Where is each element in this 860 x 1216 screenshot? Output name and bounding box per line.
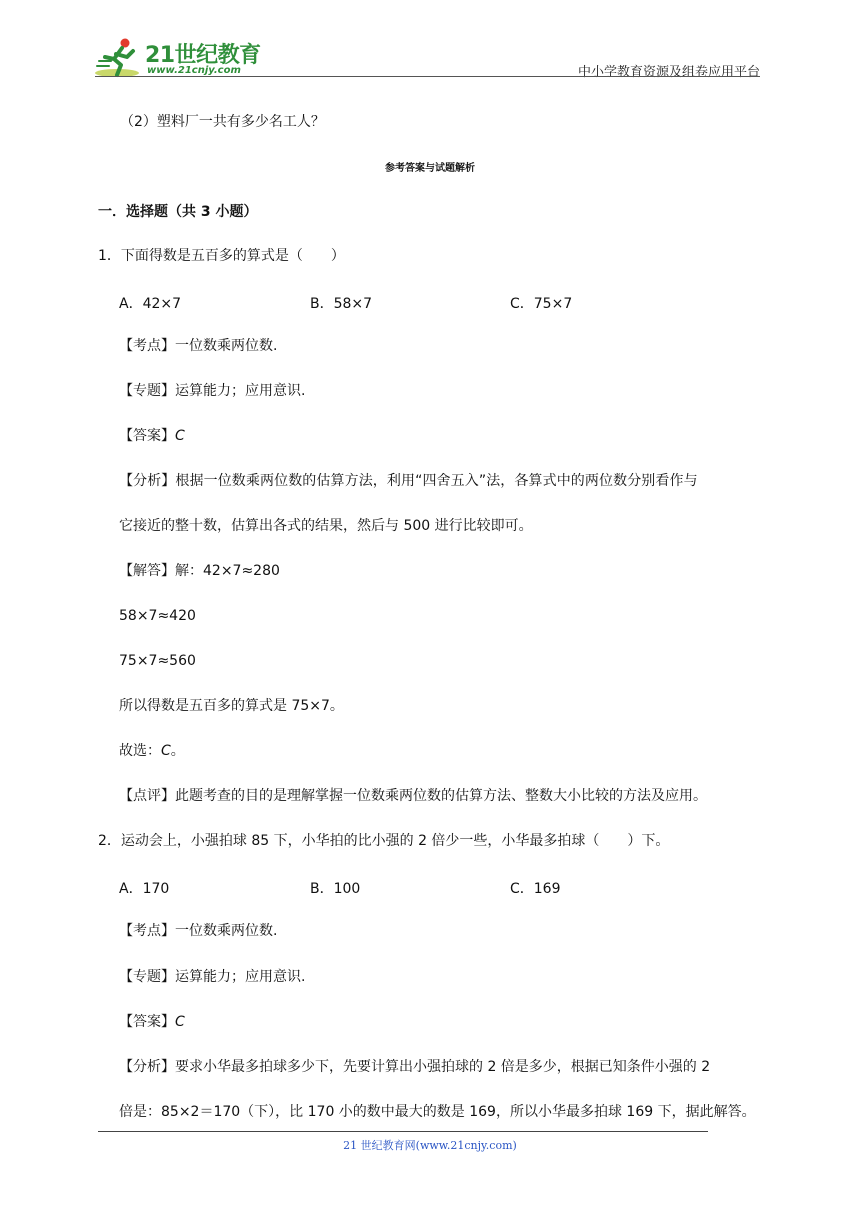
q2-stem: 2．运动会上，小强拍球 85 下，小华拍的比小强的 2 倍少一些，小华最多拍球（ ）下。 (98, 833, 670, 849)
q1-option-c: C．75×7 (510, 296, 573, 312)
answers-title: 参考答案与试题解析 (385, 163, 475, 174)
choice-suffix: 。 (170, 743, 185, 759)
page-header (95, 30, 760, 80)
q1-solution-line4: 所以得数是五百多的算式是 75×7。 (119, 698, 344, 714)
answer-value: C (175, 428, 185, 444)
previous-question-part: （2）塑料厂一共有多少名工人？ (120, 114, 325, 130)
footer-link[interactable]: 21 世纪教育网(www.21cnjy.com) (343, 1139, 517, 1152)
q1-analysis-line2: 它接近的整十数，估算出各式的结果，然后与 500 进行比较即可。 (119, 518, 533, 534)
answer-value: C (175, 1014, 185, 1030)
q1-option-a: A．42×7 (119, 296, 182, 312)
q1-choice (119, 742, 185, 760)
q1-solution-line2: 58×7≈420 (119, 608, 196, 624)
site-logo[interactable] (95, 35, 265, 80)
q2-option-b: B．100 (310, 881, 361, 897)
choice-value: C (161, 743, 171, 759)
q1-solution-line1: 【解答】解：42×7≈280 (119, 563, 280, 579)
q2-analysis-line1: 【分析】要求小华最多拍球多少下，先要计算出小强拍球的 2 倍是多少，根据已知条件小强的 2 (119, 1059, 711, 1075)
footer-divider (98, 1131, 708, 1132)
choice-prefix: 故选： (119, 743, 161, 759)
q1-comment: 【点评】此题考查的目的是理解掌握一位数乘两位数的估算方法、整数大小比较的方法及应用。 (119, 788, 707, 804)
runner-icon (95, 37, 145, 79)
platform-name: 中小学教育资源及组卷应用平台 (577, 65, 760, 80)
q1-zhuanti: 【专题】运算能力；应用意识. (119, 383, 306, 399)
logo-url: www.21cnjy.com (147, 65, 241, 76)
q2-analysis-line2: 倍是：85×2＝170（下），比 170 小的数中最大的数是 169，所以小华最多拍球 169 下，据此解答。 (119, 1104, 756, 1120)
q2-option-a: A．170 (119, 881, 170, 897)
q2-kaodian: 【考点】一位数乘两位数. (119, 923, 278, 939)
q1-solution-line3: 75×7≈560 (119, 653, 196, 669)
q2-option-c: C．169 (510, 881, 561, 897)
q1-analysis-line1: 【分析】根据一位数乘两位数的估算方法，利用“四舍五入”法，各算式中的两位数分别看作与 (119, 473, 698, 489)
q2-answer (119, 1013, 185, 1031)
section-heading: 一．选择题（共 3 小题） (98, 204, 258, 220)
q2-zhuanti: 【专题】运算能力；应用意识. (119, 969, 306, 985)
q1-answer (119, 427, 185, 445)
answer-label: 【答案】 (119, 428, 175, 444)
header-divider (95, 76, 760, 77)
q1-option-b: B．58×7 (310, 296, 373, 312)
q1-stem: 1．下面得数是五百多的算式是（ ） (98, 248, 345, 264)
q1-kaodian: 【考点】一位数乘两位数. (119, 338, 278, 354)
answer-label: 【答案】 (119, 1014, 175, 1030)
logo-text: 21世纪教育 (145, 43, 261, 68)
